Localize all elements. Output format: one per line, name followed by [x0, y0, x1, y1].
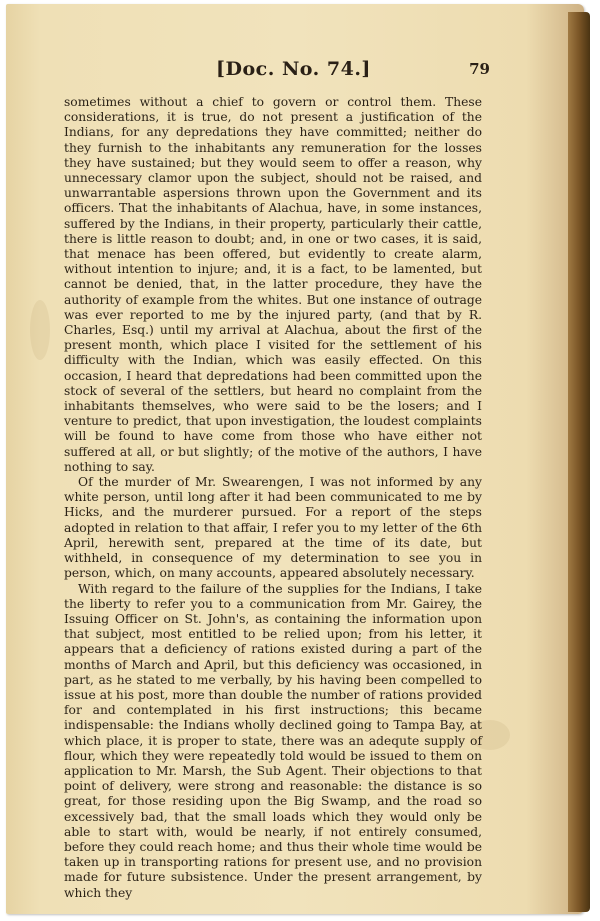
- paragraph: With regard to the failure of the supplies for the Indians, I take the liberty to refer you to a communication from Mr. Gairey, the Issuing Officer on St. John's, as containing the information upon that subject, most entitled to be relied upon; from his letter, it appears that a deficiency of rations existed during a part of the months of March and April, but this deficiency was occasioned, in part, as he stated to me verbally, by his having been compelled to issue at his post, more than double the number of rations provided for and contemplated in his first instructions; this became indispensable: the Indians wholly declined going to Tampa Bay, at which place, it is proper to state, there was an adequte supply of flour, which they were repeatedly told would be issued to them on application to Mr. Marsh, the Sub Agent. Their objections to that point of delivery, were strong and reasonable: the distance is so great, for those residing upon the Big Swamp, and the road so excessively bad, that the small loads which they would only be able to start with, would be nearly, if not entirely consumed, before they could reach home; and thus their whole time would be taken up in transporting rations for present use, and no provision made for future subsistence. Under the present arrangement, by which they: [64, 581, 482, 900]
- document-number: [Doc. No. 74.]: [216, 58, 371, 80]
- body-text: [64, 95, 482, 901]
- paragraph: Of the murder of Mr. Swearengen, I was not informed by any white person, until long after it had been communicated to me by Hicks, and the murderer pursued. For a report of the steps adopted in relation to that affair, I refer you to my letter of the 6th April, herewith sent, prepared at the time of its date, but withheld, in consequence of my determination to see you in person, which, on many accounts, appeared absolutely necessary.: [64, 475, 482, 581]
- paper-stain: [30, 300, 50, 360]
- paragraph: sometimes without a chief to govern or control them. These considerations, it is true, do not present a justification of the Indians, for any depredations they have committed; neither do they furnish to the inhabitants any remuneration for the losses they have sustained; but they would seem to offer a reason, why unnecessary clamor upon the subject, should not be raised, and unwarrantable aspersions thrown upon the Government and its officers. That the inhabitants of Alachua, have, in some instances, suffered by the Indians, in their property, particularly their cattle, there is little reason to doubt; and, in one or two cases, it is said, that menace has been offered, but evidently to create alarm, without intention to injure; and, it is a fact, to be lamented, but cannot be denied, that, in the latter procedure, they have the authority of example from the whites. But one instance of outrage was ever reported to me by the injured party, (and that by R. Charles, Esq.) until my arrival at Alachua, about the first of the present month, which place I visited for the settlement of his difficulty with the Indian, which was easily effected. On this occasion, I heard that depredations had been committed upon the stock of several of the settlers, but heard no complaint from the inhabitants themselves, who were said to be the losers; and I venture to predict, that upon investigation, the loudest complaints will be found to have come from those who have either not suffered at all, or but slightly; of the motive of the authors, I have nothing to say.: [64, 95, 482, 474]
- page-edge: [568, 12, 590, 912]
- page-header: [60, 58, 490, 80]
- page-number: 79: [469, 60, 490, 78]
